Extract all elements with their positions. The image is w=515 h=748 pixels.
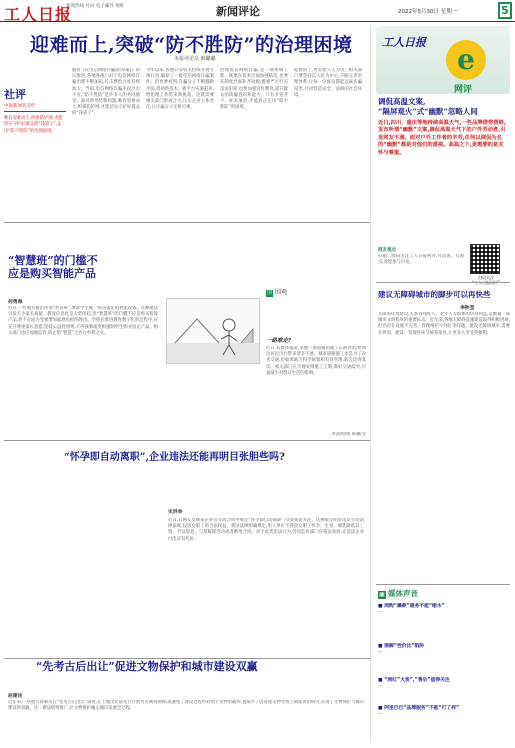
wangping-logo: 工人日报 [382, 36, 426, 49]
lead-byline: 本报评论员 韩璐璐 [174, 56, 216, 62]
article-考古-body: 近年来,一些地方探索实行“先考古后出让”制度,在土地出让前先行开展考古调查勘探,既避免了建设过程中对地下文物的破坏,也减少了因发现文物导致工期延误的情况,实现了文物保护与城市建设的双赢。这一做法值得推广,让文物保护融入城市发展全过程。 [8, 700, 364, 712]
right-column-quote: 近日,四川、重庆等地持续高温天气,一些品牌借势营销,发布所谓“幽默”文案,调侃高温天气下的户外劳动者,引发网友不满。面对户外工作者的辛劳,任何以调侃为名的“幽默”都是对他们的漠视。高温之下,更需要的是关怀与尊重。 [378, 120, 506, 156]
media-item: ■ “网红”大货”,“售后”值得关注 [378, 678, 450, 683]
cartoon-illustration [166, 298, 260, 364]
article-怀孕-author: 史洪举 [168, 510, 183, 515]
article-无障碍-body: 无障碍环境建设,关系到残疾人、老年人等群体的切身利益,是衡量一座城市文明程度的重要标志。近年来,各地无障碍设施建设取得积极进展,但仍存在设施不完善、管理维护不到位等问题。建设无障碍城市,需要在规划、建设、管理各环节统筹推进,让更多人享受到便利。 [378, 312, 510, 336]
qr-caption: 扫码关注 [478, 275, 494, 280]
article-考古-author: 赵建民 [8, 694, 23, 699]
media-item-body: — [378, 712, 383, 717]
weiguan-label: 围 围观 [266, 289, 288, 296]
lead-column-4: 迎难而上,更需要久久为功。相关部门要坚持以人民为中心,不断完善治理体系,让每一位群众都能远离诈骗侵害,共同营造安全、清朗的社会环境。 [294, 68, 362, 98]
divider [376, 584, 510, 585]
media-voices-heading: ▣ 媒体声音 [379, 589, 418, 598]
media-item-body: — [378, 610, 383, 615]
media-item-body: — [378, 650, 383, 655]
page-number-badge: 5 [498, 2, 512, 19]
column-divider [370, 26, 371, 742]
masthead [0, 0, 515, 22]
article-怀孕-title: “怀孕即自动离职”,企业违法还能再明目张胆些吗? [64, 452, 285, 463]
divider [4, 222, 370, 223]
media-voices-heading-text: 媒体声音 [388, 589, 418, 598]
lead-headline: 迎难而上,突破“防不胜防”的治理困境 [30, 34, 353, 56]
weiguan-body: 近日,有媒体报道,某地一条道路因施工长期封闭,给周边居民出行带来诸多不便。城市道路施工本是为了改善交通,但如果缺乏科学规划和有效管理,就会适得其反。相关部门应合理安排施工工期,做好交通疏导,尽量减少对群众生活的影响。 [266, 346, 366, 376]
article-怀孕-body: 近日,有网友反映某企业在劳动合同中规定“怀孕即自动离职”,引发舆论关注。这种规定明显违反劳动法律法规,侵害女职工的合法权益。我国法律明确规定,用人单位不得因女职工怀孕、生育、哺乳降低其工资、予以辞退、与其解除劳动或者聘用合同。对于此类违法行为,劳动监察部门应依法查处,让违法企业付出应有代价。 [168, 518, 364, 542]
qr-code [470, 244, 500, 274]
media-item-body: — [378, 684, 383, 689]
media-item: ■ 阿里巴巴“品牌服务”不能“打了样” [378, 706, 460, 711]
divider [4, 658, 370, 659]
article-无障碍-author: 李秋莹 [460, 306, 475, 311]
editorial-subtitle: 中国新闻名专栏 [4, 103, 66, 112]
media-item: ■ 网购“爆款”服务不能“缩水” [378, 604, 445, 609]
weiguan-signature: 李法明/图 韩璐/文 [331, 432, 366, 437]
right-column-source: 网友观点 [378, 248, 396, 253]
article-智慧班-title: “智慧班”的门槛不应是购买智能产品 [8, 254, 98, 280]
weiguan-label-text: 围观 [275, 289, 288, 296]
lead-column-3: 治理电信网络诈骗,是一项系统工程。既要在技术层面加强防范,也要在制度层面补齐短板;既要严厉打击违法犯罪,也要加强宣传教育,提升群众的防骗意识和能力。只有多管齐下、标本兼治,才能真正走出“防不胜防”的困境。 [220, 68, 288, 111]
editorial-box [4, 86, 66, 216]
lead-column-1: 随着《反电信网络诈骗法(草案)》审议推进,各地各部门对于电信网络诈骗治理不断加码,打击整治力度持续加大。当前,电信网络诈骗手段层出不穷,“防不胜防”是许多人的共同感受。面对新形势新问题,唯有迎难而上,织密防护网,才能切实守护好群众的“钱袋子”。 [72, 68, 140, 117]
section-title: 新闻评论 [216, 5, 260, 18]
article-智慧班-author: 何勇海 [8, 300, 23, 305]
editorial-title: 社评 [4, 88, 26, 101]
right-column-body: 扫描二维码关注工人日报网评,有话说、有观点,欢迎参与讨论。 [378, 254, 464, 266]
cartoon-caption: 一路难走? [266, 338, 292, 344]
cartoon-drawing [167, 299, 259, 363]
divider [376, 282, 510, 283]
divider [4, 440, 370, 441]
newspaper-logo: 工人日报 [4, 5, 73, 24]
wangping-label: 网评 [454, 85, 473, 95]
article-无障碍-title: 建议无障碍城市的脚步可以再快些 [378, 290, 491, 299]
article-考古-title: “先考古后出让”促进文物保护和城市建设双赢 [36, 660, 258, 673]
hotline-info: 新闻热线 号码 电子邮件 地址 [66, 4, 125, 9]
right-column-headline-text: 调侃高温文案, “隔屏观火”式“幽默”忽略人间 [378, 97, 478, 116]
lead-column-2: 今年以来,各地公安机关持续开展专项行动,破获了一批电信网络诈骗案件。但也要看到,诈骗分子不断翻新手法,借助新技术、新平台实施犯罪,给治理工作带来新挑战。这就需要相关部门形成合力,压实企业主体责任,让诈骗分子无机可乘。 [146, 68, 214, 111]
right-column-headline [378, 97, 478, 117]
article-智慧班-body: 近日,一些地方推出所谓“智慧班”,要求学生统一购买指定的智能设备。这种做法引发不少家长质疑。教育信息化是大势所趋,但“智慧班”的门槛不应是购买智能产品,更不应成为变相增加家庭负担的理由。学校在推进教育数字化的过程中,应充分尊重家长意愿,坚持公益性原则,不得强制或变相强制学生购买指定产品。相关部门也应加强监管,防止借“智慧”之名行牟利之实。 [8, 306, 158, 336]
media-item: ■ 图解“性价比”陷阱 [378, 644, 425, 649]
editorial-summary: 唯有迎难而上,织密防护网,才能切实守护好群众的“钱袋子”,走出“防不胜防”的治理困境。 [4, 116, 63, 134]
issue-date: 2022年5月30日 星期一 [398, 9, 458, 15]
wangping-e-icon: e [446, 40, 486, 80]
wangping-banner [376, 26, 510, 94]
